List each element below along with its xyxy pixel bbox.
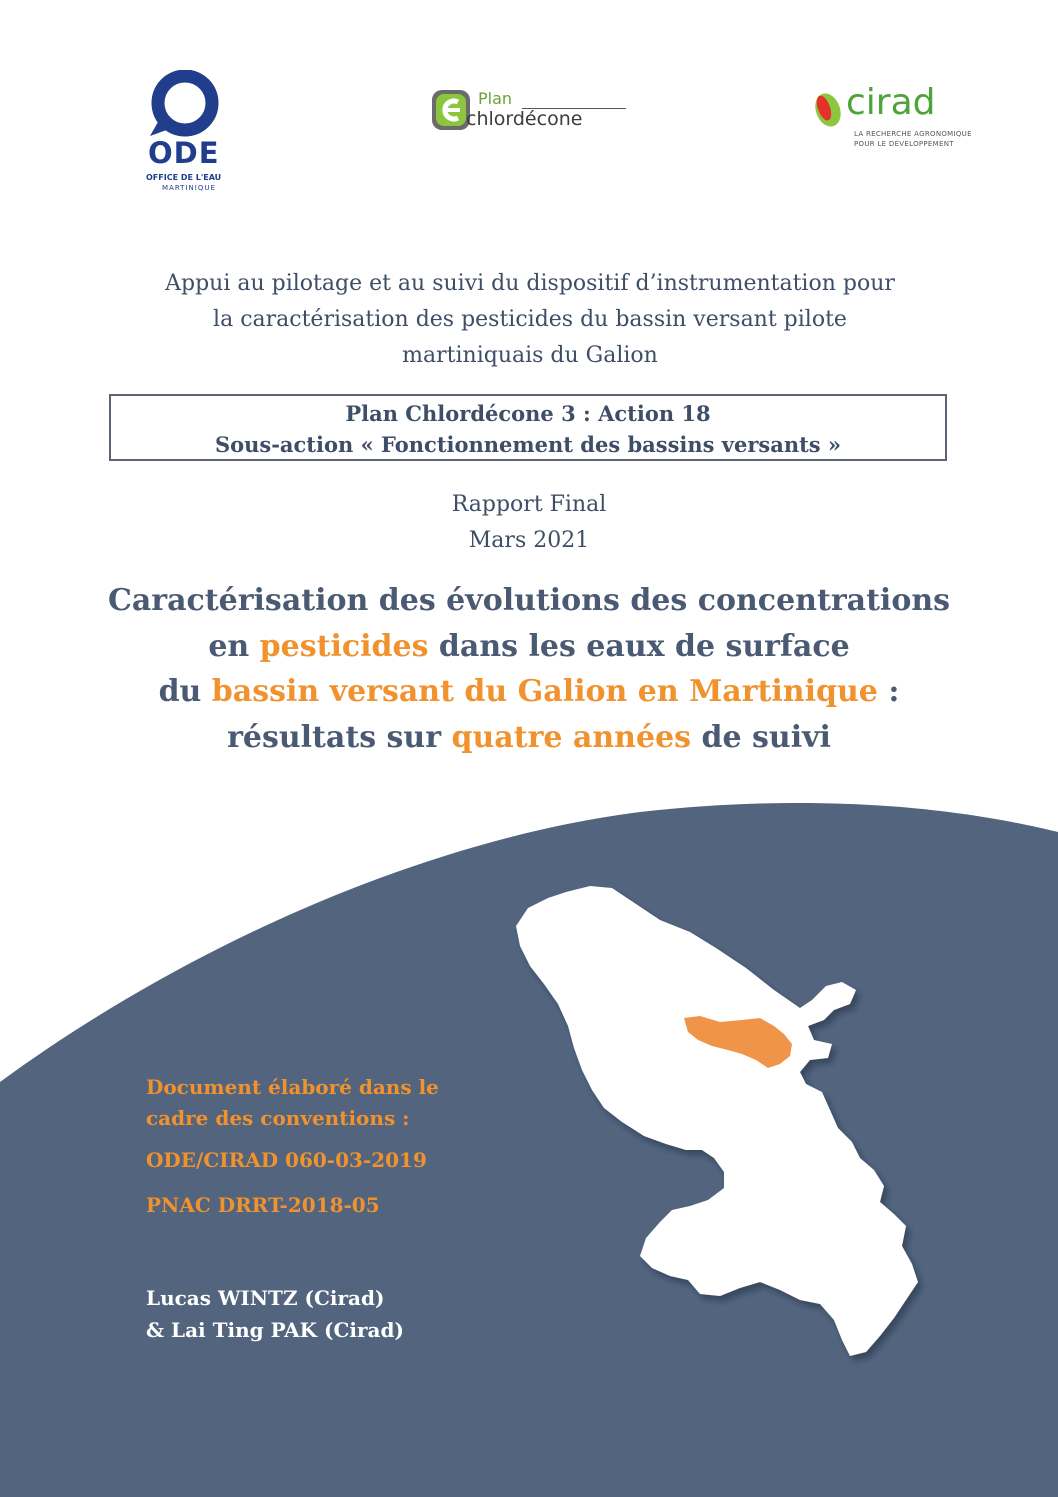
title-text: en bbox=[208, 628, 260, 664]
main-title bbox=[40, 578, 1018, 760]
title-line-3 bbox=[40, 669, 1018, 715]
title-text: : bbox=[877, 674, 900, 709]
intro-line: la caractérisation des pesticides du bassin versant pilote bbox=[213, 307, 847, 332]
title-text: du bbox=[158, 674, 212, 709]
plan-word: Plan bbox=[478, 89, 513, 108]
report-info bbox=[329, 487, 729, 559]
convention-2: PNAC DRRT-2018-05 bbox=[146, 1193, 380, 1217]
ode-logo bbox=[140, 70, 240, 195]
action-box bbox=[109, 394, 947, 461]
intro-text bbox=[80, 266, 980, 374]
chlordecone-word: chlordécone bbox=[466, 108, 583, 130]
action-title: Plan Chlordécone 3 : Action 18 bbox=[345, 401, 711, 426]
title-text: dans les eaux de surface bbox=[428, 628, 850, 664]
doc-info-line: Document élaboré dans le bbox=[146, 1075, 439, 1099]
action-subtitle: Sous-action « Fonctionnement des bassins versants » bbox=[214, 432, 842, 457]
cirad-tagline-2: POUR LE DÉVELOPPEMENT bbox=[854, 140, 954, 148]
ode-region: MARTINIQUE bbox=[162, 184, 216, 192]
ode-name: ODE bbox=[148, 136, 220, 170]
report-type: Rapport Final bbox=[451, 492, 607, 517]
title-highlight: quatre années bbox=[451, 719, 692, 755]
intro-line: martiniquais du Galion bbox=[402, 343, 658, 368]
title-highlight: bassin versant du Galion en Martinique bbox=[211, 674, 878, 709]
document-info bbox=[146, 1072, 506, 1134]
title-line-4 bbox=[40, 715, 1018, 761]
title-highlight: pesticides bbox=[259, 628, 429, 664]
author-1: Lucas WINTZ (Cirad) bbox=[146, 1286, 385, 1310]
title-text: résultats sur bbox=[227, 719, 452, 755]
title-text: de suivi bbox=[691, 719, 831, 755]
cirad-logo bbox=[810, 82, 980, 156]
plan-chlordecone-logo bbox=[430, 86, 630, 138]
title-line-2 bbox=[40, 624, 1018, 670]
cirad-leaf-icon bbox=[810, 86, 850, 132]
cirad-tagline-1: LA RECHERCHE AGRONOMIQUE bbox=[854, 130, 972, 138]
intro-line: Appui au pilotage et au suivi du dispositif d’instrumentation pour bbox=[165, 271, 895, 296]
author-2: & Lai Ting PAK (Cirad) bbox=[146, 1318, 404, 1342]
cirad-name: cirad bbox=[846, 82, 936, 123]
report-date: Mars 2021 bbox=[468, 528, 590, 553]
ode-subtitle: OFFICE DE L'EAU bbox=[146, 173, 222, 182]
doc-info-line: cadre des conventions : bbox=[146, 1106, 410, 1130]
convention-1: ODE/CIRAD 060-03-2019 bbox=[146, 1148, 427, 1172]
title-line-1: Caractérisation des évolutions des concentrations bbox=[107, 583, 951, 618]
ode-drop-icon bbox=[140, 70, 240, 140]
